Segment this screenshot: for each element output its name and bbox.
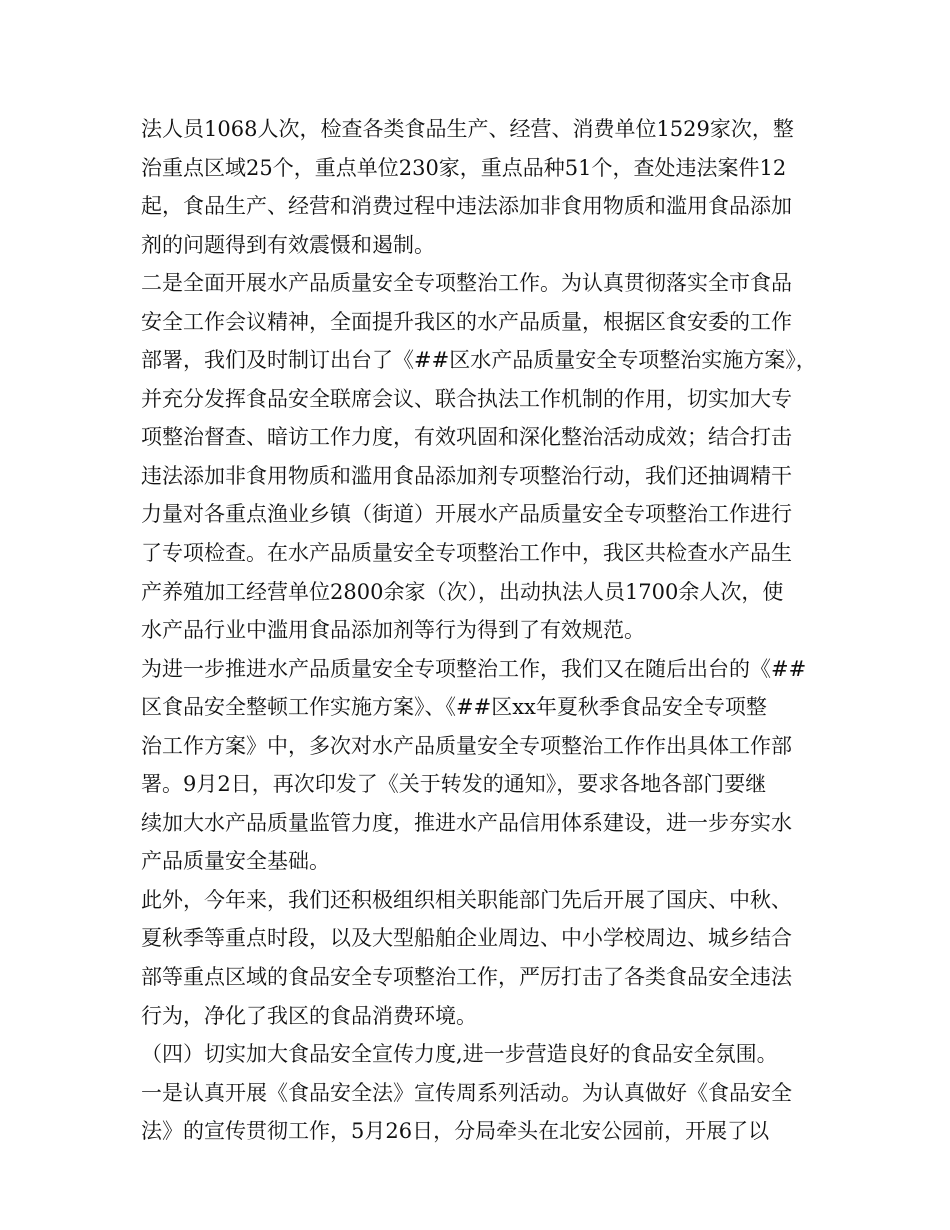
text-line: 治工作方案》中，多次对水产品质量安全专项整治工作作出具体工作部	[141, 733, 792, 758]
text-line: 夏秋季等重点时段，以及大型船舶企业周边、中小学校周边、城乡结合	[141, 926, 792, 951]
text-line: 违法添加非食用物质和滥用食品添加剂专项整治行动，我们还抽调精干	[141, 463, 792, 488]
text-line: 起，食品生产、经营和消费过程中违法添加非食用物质和滥用食品添加	[141, 194, 792, 219]
text-line: 法》的宣传贯彻工作，5月26日，分局牵头在北安公园前，开展了以	[141, 1119, 770, 1144]
text-line: 续加大水产品质量监管力度，推进水产品信用体系建设，进一步夯实水	[141, 810, 792, 835]
body-text	[141, 110, 821, 1151]
text-line: 此外，今年来，我们还积极组织相关职能部门先后开展了国庆、中秋、	[141, 887, 792, 912]
text-line: 产品质量安全基础。	[141, 849, 330, 874]
text-line: 一是认真开展《食品安全法》宣传周系列活动。为认真做好《食品安全	[141, 1080, 792, 1105]
text-line: 治重点区域25个，重点单位230家，重点品种51个，查处违法案件12	[141, 155, 787, 180]
text-line: 部署，我们及时制订出台了《##区水产品质量安全专项整治实施方案》，	[141, 348, 817, 373]
text-line: 区食品安全整顿工作实施方案》、《##区xx年夏秋季食品安全专项整	[141, 695, 767, 720]
text-line: 法人员1068人次，检查各类食品生产、经营、消费单位1529家次，整	[141, 117, 794, 141]
text-line: 二是全面开展水产品质量安全专项整治工作。为认真贯彻落实全市食品	[141, 271, 792, 296]
text-line: 剂的问题得到有效震慑和遏制。	[141, 232, 435, 257]
text-line: 力量对各重点渔业乡镇（街道）开展水产品质量安全专项整治工作进行	[141, 502, 792, 527]
text-line: 安全工作会议精神，全面提升我区的水产品质量，根据区食安委的工作	[141, 309, 792, 334]
text-line: 行为，净化了我区的食品消费环境。	[141, 1003, 477, 1028]
text-line: 署。9月2日，再次印发了《关于转发的通知》，要求各地各部门要继	[141, 772, 767, 797]
text-line: 产养殖加工经营单位2800余家（次），出动执法人员1700余人次，使	[141, 579, 784, 604]
text-line: 为进一步推进水产品质量安全专项整治工作，我们又在随后出台的《##	[141, 656, 807, 681]
text-line: 部等重点区域的食品安全专项整治工作，严厉打击了各类食品安全违法	[141, 965, 792, 990]
text-line: 并充分发挥食品安全联席会议、联合执法工作机制的作用，切实加大专	[141, 386, 792, 411]
text-line: （四）切实加大食品安全宣传力度,进一步营造良好的食品安全氛围。	[141, 1042, 778, 1067]
text-line: 了专项检查。在水产品质量安全专项整治工作中，我区共检查水产品生	[141, 541, 792, 566]
text-line: 项整治督查、暗访工作力度，有效巩固和深化整治活动成效；结合打击	[141, 425, 792, 450]
text-line: 水产品行业中滥用食品添加剂等行为得到了有效规范。	[141, 618, 645, 643]
